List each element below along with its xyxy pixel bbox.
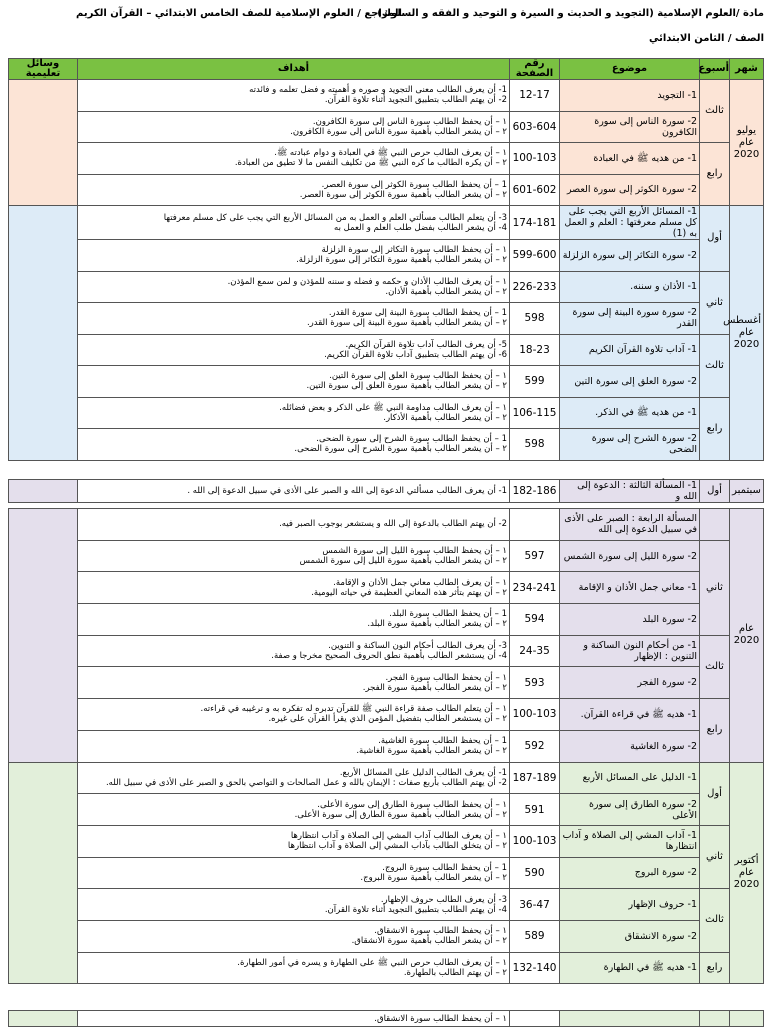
- table-row: [9, 240, 764, 272]
- goals-cell: [78, 509, 510, 541]
- goals-cell: [78, 334, 510, 366]
- table-row: [9, 206, 764, 240]
- month-cell: أكتوبر عام 2020: [730, 762, 764, 984]
- goals-cell: [78, 397, 510, 429]
- topic-cell: 1- التجويد: [560, 80, 700, 112]
- aids-cell: [9, 480, 78, 503]
- table-row: [9, 635, 764, 667]
- goal-line: 1 – أن يحفظ الطالب سورة البينة إلى سورة القدر.: [328, 308, 507, 319]
- goal-line: 1 – أن يحفظ الطالب سورة البلد.: [389, 609, 507, 620]
- references-title: المراجع / العلوم الإسلامية للصف الخامس الابتدائي – القرآن الكريم: [76, 8, 402, 19]
- table-row: [9, 334, 764, 366]
- column-header: رقم الصفحة: [510, 59, 560, 80]
- goal-line: ٢ – أن يشعر الطالب بأهمية سورة العلق إلى سورة التين.: [306, 381, 507, 392]
- topic-cell: 2- سورة الطارق إلى سورة الأعلى: [560, 794, 700, 826]
- table-row: [9, 1011, 764, 1027]
- empty-cell: [510, 1011, 560, 1027]
- goal-line: ٢ – أن يشعر الطالب بأهمية سورة الغاشية.: [356, 746, 507, 757]
- week-cell: ثاني: [700, 271, 730, 334]
- goals-cell: [78, 572, 510, 604]
- goal-line: ٢ – أن يهتم بتأثر هذه المعاني العظيمة في حياته اليومية.: [311, 587, 507, 598]
- goal-line: ١ – أن يعرف الطالب معاني جمل الأذان و الإقامة.: [333, 577, 507, 588]
- week-cell: رابع: [700, 143, 730, 206]
- page-cell: 603-604: [510, 111, 560, 143]
- goal-line: ١ – أن يحفظ الطالب سورة التكاثر إلى سورة الزلزلة: [321, 245, 507, 256]
- goals-cell: [78, 480, 510, 503]
- goal-line: ٢ – أن يشعر الطالب بأهمية سورة الكوثر إلى سورة العصر.: [299, 189, 507, 200]
- topic-cell: 2- سورة الغاشية: [560, 730, 700, 762]
- table-row: [9, 825, 764, 857]
- document-header: [0, 8, 768, 26]
- goals-cell: [78, 429, 510, 461]
- goal-line: ٢ – أن يشعر الطالب بأهمية سورة الانشقاق.: [351, 936, 507, 947]
- goals-cell: [78, 952, 510, 984]
- goal-line: ١ – أن يعرف الطالب مداومة النبي ﷺ على الذكر و بعض فضائله.: [279, 402, 507, 413]
- table-row: [9, 667, 764, 699]
- topic-cell: 2- سورة البلد: [560, 604, 700, 636]
- table-row: [9, 429, 764, 461]
- goal-line: 1- أن يعرف الطالب معنى التجويد و صوره و أهميته و فضل تعلمه و فائدته: [249, 85, 507, 96]
- goals-cell: [78, 889, 510, 921]
- goal-line: ٢ – أن يستشعر الطالب بتفضيل المؤمن الذي يقرأ القرآن على غيره.: [268, 714, 507, 725]
- goals-cell: [78, 143, 510, 175]
- topic-cell: 2- سورة الانشقاق: [560, 920, 700, 952]
- goals-cell: [78, 635, 510, 667]
- page-cell: 598: [510, 303, 560, 335]
- column-header: شهر: [730, 59, 764, 80]
- goal-line: ١ – أن يعرف الطالب حرص النبي ﷺ في العبادة و دوام عبادته ﷺ.: [274, 148, 507, 159]
- goal-line: ٢ – أن يشعر الطالب بأهمية الأذان.: [385, 286, 507, 297]
- week-cell: ثاني: [700, 825, 730, 888]
- table-row: [9, 174, 764, 206]
- table-row: [9, 794, 764, 826]
- goal-line: ٢ – أن يكره الطالب ما كره النبي ﷺ من تكليف النفس ما لا تطيق من العبادة.: [234, 158, 507, 169]
- goal-line: 5- أن يعرف الطالب آداب تلاوة القرآن الكريم.: [345, 339, 507, 350]
- goals-cell: [78, 857, 510, 889]
- goal-line: ١ – أن يعرف الطالب آداب المشي إلى الصلاة و آداب انتظارها: [290, 831, 507, 842]
- page-cell: 187-189: [510, 762, 560, 794]
- goal-line: 1- أن يعرف الطالب مسألتي الدعوة إلى الله و الصبر على الأذى في سبيل الدعوة إلى الله .: [187, 486, 507, 496]
- goal-line: ١ – أن يتعلم الطالب صفة قراءة النبي ﷺ للقرآن تدبره له تفكره به و ترغيبه في قراءته.: [200, 704, 507, 715]
- goals-cell: [78, 80, 510, 112]
- table-row: [9, 699, 764, 731]
- goal-line: ١ – أن يحفظ الطالب سورة الانشقاق.: [374, 1013, 507, 1024]
- goal-line: 1 – أن يحفظ الطالب سورة الشرح إلى سورة الضحى.: [316, 434, 507, 445]
- table-row: [9, 730, 764, 762]
- table-row: [9, 952, 764, 984]
- goals-cell: [78, 699, 510, 731]
- table-row: [9, 366, 764, 398]
- month-cell: عام 2020: [730, 509, 764, 763]
- goals-cell: [78, 730, 510, 762]
- goals-cell: [78, 174, 510, 206]
- topic-cell: 1- من هديه ﷺ في العبادة: [560, 143, 700, 175]
- month-cell: سبتمبر: [730, 480, 764, 503]
- goal-line: ١ – أن يحفظ الطالب سورة الفجر.: [385, 672, 507, 683]
- aids-cell: [9, 80, 78, 206]
- month-cell: أغسطس عام 2020: [730, 206, 764, 461]
- goals-cell: [78, 366, 510, 398]
- page-cell: 100-103: [510, 143, 560, 175]
- goal-line: ٢ – أن يشعر الطالب بأهمية سورة الناس إلى سورة الكافرون.: [290, 126, 507, 137]
- week-cell: رابع: [700, 397, 730, 460]
- page-cell: 18-23: [510, 334, 560, 366]
- topic-cell: 1- معاني جمل الأذان و الإقامة: [560, 572, 700, 604]
- goals-cell: [78, 825, 510, 857]
- week-cell: ثالث: [700, 635, 730, 698]
- goal-line: 4- أن يستشعر الطالب بأهمية نطق الحروف الصحيح مخرجا و صفة.: [271, 651, 507, 662]
- topic-cell: 2- سورة الشرح إلى سورة الضحى: [560, 429, 700, 461]
- week-cell: ثاني: [700, 540, 730, 635]
- table-header-row: [9, 59, 764, 80]
- goal-line: 4- أن يشعر الطالب بفضل طلب العلم و العمل به: [334, 222, 507, 233]
- table-row: [9, 604, 764, 636]
- week-cell: أول: [700, 480, 730, 503]
- goal-line: ٢ – أن يتخلق الطالب بآداب المشي إلى الصلاة و آداب انتظارها: [287, 841, 507, 852]
- week-cell: ثالث: [700, 80, 730, 143]
- page-cell: 599-600: [510, 240, 560, 272]
- week-cell: ثالث: [700, 889, 730, 952]
- empty-cell: [730, 1011, 764, 1027]
- page-cell: 597: [510, 540, 560, 572]
- goal-line: 3- أن يعرف الطالب حروف الإظهار.: [380, 894, 507, 905]
- page-cell: 226-233: [510, 271, 560, 303]
- goal-line: 3- أن يتعلم الطالب مسألتي العلم و العمل به من المسائل الأربع التي يجب على كل مسلم معرفتها: [163, 212, 507, 223]
- page-cell: 598: [510, 429, 560, 461]
- goal-line: ٢ – أن يشعر الطالب بأهمية سورة البلد.: [367, 619, 507, 630]
- september-table: [8, 479, 764, 503]
- goal-line: 3- أن يعرف الطالب أحكام النون الساكنة و التنوين.: [328, 641, 507, 652]
- aids-cell: [9, 206, 78, 461]
- topic-cell: 1- حروف الإظهار: [560, 889, 700, 921]
- topic-cell: 2- سورة الفجر: [560, 667, 700, 699]
- page-cell: 24-35: [510, 635, 560, 667]
- table-row: [9, 509, 764, 541]
- goal-line: ١ – أن يحفظ الطالب سورة الانشقاق.: [374, 926, 507, 937]
- table-row: [9, 303, 764, 335]
- goals-cell: [78, 540, 510, 572]
- goals-cell: [78, 206, 510, 240]
- topic-cell: 2- سورة البروج: [560, 857, 700, 889]
- page-cell: 591: [510, 794, 560, 826]
- page-cell: 601-602: [510, 174, 560, 206]
- page-cell: 100-103: [510, 825, 560, 857]
- topic-cell: 2- سورة الكوثر إلى سورة العصر: [560, 174, 700, 206]
- goal-line: ١ – أن يحفظ الطالب سورة الليل إلى سورة الشمس: [322, 546, 507, 557]
- table-row: [9, 111, 764, 143]
- page-cell: 106-115: [510, 397, 560, 429]
- table-row: [9, 480, 764, 503]
- topic-cell: 2- سورة الليل إلى سورة الشمس: [560, 540, 700, 572]
- aids-cell: [9, 1011, 78, 1027]
- page-cell: [510, 509, 560, 541]
- table-row: [9, 762, 764, 794]
- page-cell: 592: [510, 730, 560, 762]
- goal-line: ٢ – أن يشعر الطالب بأهمية سورة الطارق إلى سورة الأعلى.: [294, 809, 507, 820]
- topic-cell: 1- الأذان و سننه.: [560, 271, 700, 303]
- page-cell: 590: [510, 857, 560, 889]
- goals-cell: [78, 762, 510, 794]
- table-row: [9, 80, 764, 112]
- goals-cell: [78, 111, 510, 143]
- table-row: [9, 397, 764, 429]
- table-row: [9, 857, 764, 889]
- page-cell: 599: [510, 366, 560, 398]
- empty-cell: [560, 1011, 700, 1027]
- curriculum-table-continued: [8, 508, 764, 984]
- goal-line: ٢ – أن يشعر الطالب بأهمية سورة الشرح إلى سورة الضحى.: [294, 444, 507, 455]
- topic-cell: 1- هديه ﷺ في قراءة القرآن.: [560, 699, 700, 731]
- goal-line: ٢ – أن يهتم الطالب بالطهارة.: [403, 967, 507, 978]
- goal-line: 2- أن يهتم الطالب بتطبيق التجويد أثناء تلاوة القرآن.: [324, 95, 507, 106]
- topic-cell: 2- سورة العلق إلى سورة التين: [560, 366, 700, 398]
- goal-line: 1 – أن يحفظ الطالب سورة البروج.: [382, 862, 507, 873]
- topic-cell: 2- سورة التكاثر إلى سورة الزلزلة: [560, 240, 700, 272]
- goal-line: 2- أن يهتم الطالب بالدعوة إلى الله و يستشعر بوجوب الصبر فيه.: [279, 519, 507, 530]
- goal-line: ٢ – أن يشعر الطالب بأهمية سورة الفجر.: [362, 682, 507, 693]
- column-header: أهداف: [78, 59, 510, 80]
- goal-line: ١ – أن يحفظ الطالب سورة الطارق إلى سورة الأعلى.: [317, 799, 507, 810]
- page-cell: 174-181: [510, 206, 560, 240]
- topic-cell: 1- المسائل الأربع التي يجب على كل مسلم معرفتها : العلم و العمل به (1): [560, 206, 700, 240]
- topic-cell: 2- سورة سورة البينة إلى سورة القدر: [560, 303, 700, 335]
- goals-cell: [78, 920, 510, 952]
- table-row: [9, 540, 764, 572]
- table-row: [9, 271, 764, 303]
- page-cell: 234-241: [510, 572, 560, 604]
- goal-line: 1 – أن يحفظ الطالب سورة الغاشية.: [378, 736, 507, 747]
- goal-line: ١ – أن يعرف الطالب الأذان و حكمه و فضله و سننه للمؤذن و لمن سمع المؤذن.: [227, 276, 507, 287]
- topic-cell: 1- هديه ﷺ في الطهارة: [560, 952, 700, 984]
- goal-line: ١ – أن يعرف الطالب حرص النبي ﷺ على الطهارة و يسره في أمور الطهارة.: [237, 957, 507, 968]
- goals-cell: [78, 604, 510, 636]
- week-cell: رابع: [700, 952, 730, 984]
- goals-cell: [78, 794, 510, 826]
- goal-line: ٢ – أن يشعر الطالب بأهمية سورة البروج.: [360, 872, 507, 883]
- page-cell: 594: [510, 604, 560, 636]
- table-row: [9, 889, 764, 921]
- week-cell: أول: [700, 762, 730, 825]
- curriculum-table: [8, 58, 764, 461]
- topic-cell: 1- آداب المشي إلى الصلاة و آداب انتظارها: [560, 825, 700, 857]
- page-cell: 100-103: [510, 699, 560, 731]
- aids-cell: [9, 509, 78, 763]
- topic-cell: 1- من هديه ﷺ في الذكر.: [560, 397, 700, 429]
- column-header: موضوع: [560, 59, 700, 80]
- goal-line: ٢ – أن يشعر الطالب بأهمية الأذكار.: [383, 412, 507, 423]
- page-cell: 132-140: [510, 952, 560, 984]
- grade-title: الصف / الثامن الابتدائي: [648, 33, 764, 44]
- goal-line: 6- أن يهتم الطالب بتطبيق آداب تلاوة القرآن الكريم.: [324, 349, 507, 360]
- goal-line: ١ – أن يحفظ الطالب سورة الناس إلى سورة الكافرون.: [312, 116, 507, 127]
- topic-cell: 1- آداب تلاوة القرآن الكريم: [560, 334, 700, 366]
- week-cell: ثالث: [700, 334, 730, 397]
- table-row: [9, 920, 764, 952]
- column-header: أسبوع: [700, 59, 730, 80]
- topic-cell: 2- سورة الناس إلى سورة الكافرون: [560, 111, 700, 143]
- page-cell: 36-47: [510, 889, 560, 921]
- topic-cell: 1- الدليل على المسائل الأربع: [560, 762, 700, 794]
- goal-line: 2- أن يهتم الطالب بأربع صفات : الإيمان بالله و عمل الصالحات و التواصي بالحق و الصبر على الأذى في سبيل الله.: [105, 777, 507, 788]
- goal-line: 1- أن يعرف الطالب الدليل على المسائل الأربع.: [339, 767, 507, 778]
- topic-cell: المسألة الرابعة : الصبر على الأذى في سبيل الدعوة إلى الله: [560, 509, 700, 541]
- goals-cell: [78, 271, 510, 303]
- page-cell: 589: [510, 920, 560, 952]
- goals-cell: [78, 303, 510, 335]
- aids-cell: [9, 762, 78, 984]
- curriculum-table-next-page: [8, 1010, 764, 1027]
- week-cell: [700, 509, 730, 541]
- topic-cell: 1- من أحكام النون الساكنة و التنوين : الإظهار: [560, 635, 700, 667]
- goal-line: ٢ – أن يشعر الطالب بأهمية سورة الليل إلى سورة الشمس: [299, 556, 507, 567]
- week-cell: أول: [700, 206, 730, 272]
- goals-cell: [78, 1011, 510, 1027]
- topic-cell: 1- المسألة الثالثة : الدعوة إلى الله و: [560, 480, 700, 503]
- month-cell: يوليو عام 2020: [730, 80, 764, 206]
- goal-line: ١ – أن يحفظ الطالب سورة العلق إلى سورة التين.: [329, 371, 507, 382]
- subject-title: مادة /العلوم الإسلامية (التجويد و الحديث و السيرة و التوحيد و الفقه و السلوك): [377, 8, 764, 19]
- page-cell: 182-186: [510, 480, 560, 503]
- table-row: [9, 572, 764, 604]
- goal-line: 4- أن يهتم الطالب بتطبيق التجويد أثناء تلاوة القرآن.: [324, 904, 507, 915]
- column-header: وسائل تعليمية: [9, 59, 78, 80]
- page-cell: 12-17: [510, 80, 560, 112]
- empty-cell: [700, 1011, 730, 1027]
- week-cell: رابع: [700, 699, 730, 762]
- page-cell: 593: [510, 667, 560, 699]
- goals-cell: [78, 240, 510, 272]
- goal-line: ٢ – أن يشعر الطالب بأهمية سورة البينة إلى سورة القدر.: [306, 318, 507, 329]
- goal-line: 1 – أن يحفظ الطالب سورة الكوثر إلى سورة العصر.: [321, 179, 507, 190]
- goals-cell: [78, 667, 510, 699]
- table-row: [9, 143, 764, 175]
- goal-line: ٢ – أن يشعر الطالب بأهمية سورة التكاثر إلى سورة الزلزلة.: [296, 255, 507, 266]
